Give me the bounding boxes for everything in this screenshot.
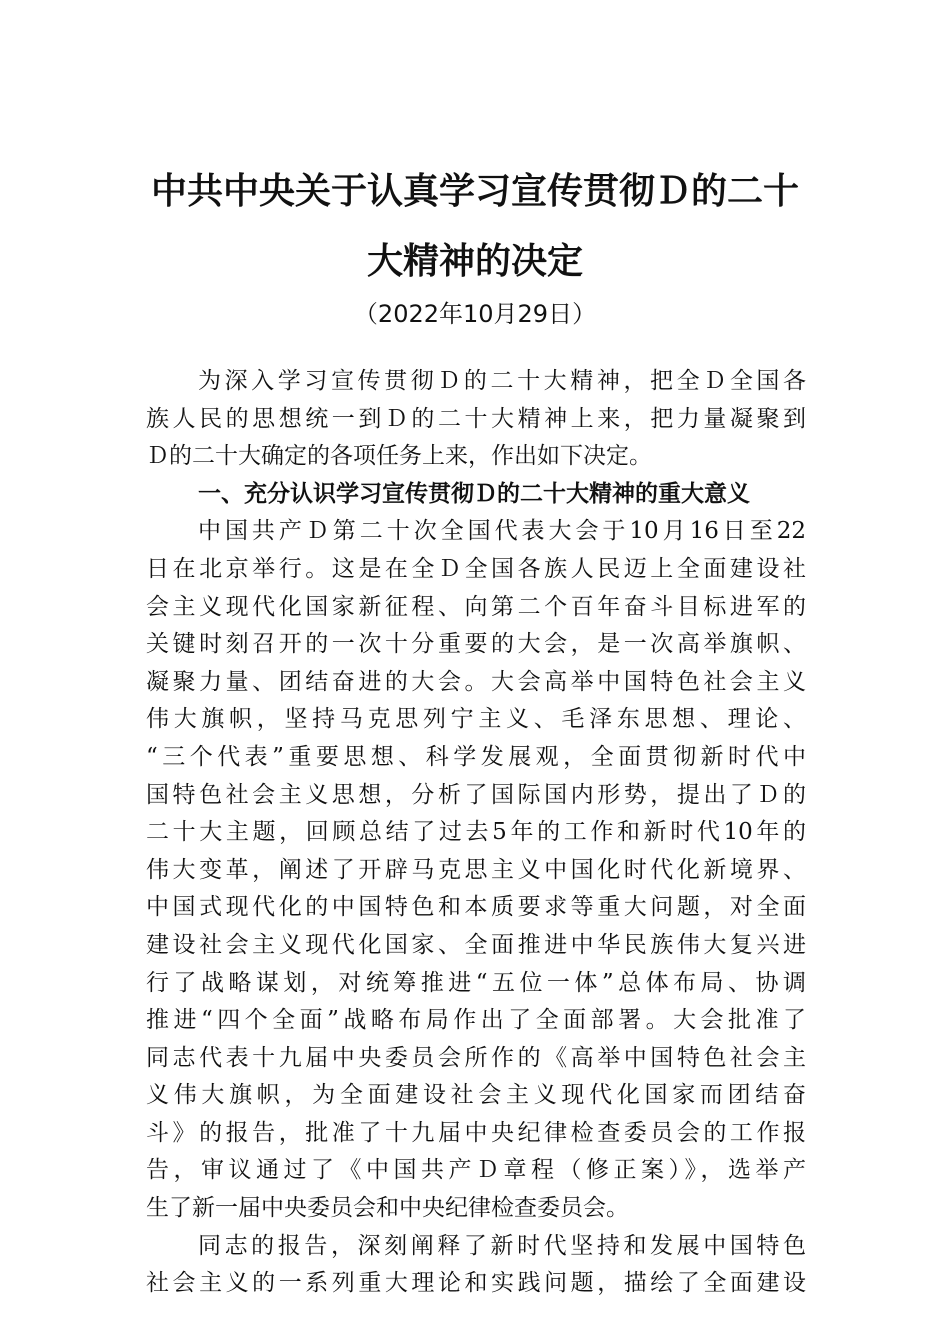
body-text-line: 建设社会主义现代化国家、全面推进中华民族伟大复兴进	[146, 931, 806, 958]
body-text-line: 伟大旗帜，坚持马克思列宁主义、毛泽东思想、理论、	[146, 706, 806, 733]
document-title-line-1: 中共中央关于认真学习宣传贯彻Ｄ的二十	[150, 170, 799, 212]
document-title-line-2: 大精神的决定	[366, 240, 583, 282]
body-text-line: 日在北京举行。这是在全Ｄ全国各族人民迈上全面建设社	[146, 555, 806, 582]
body-text-line: “三个代表”重要思想、科学发展观，全面贯彻新时代中	[146, 743, 806, 770]
body-text-line: 凝聚力量、团结奋进的大会。大会高举中国特色社会主义	[146, 668, 806, 695]
body-text-line: 行了战略谋划，对统筹推进“五位一体”总体布局、协调	[146, 969, 806, 996]
body-text-line: 同志的报告，深刻阐释了新时代坚持和发展中国特色	[198, 1232, 806, 1259]
body-text-line: 伟大变革，阐述了开辟马克思主义中国化时代化新境界、	[146, 856, 806, 883]
body-text-line: 社会主义的一系列重大理论和实践问题，描绘了全面建设	[146, 1270, 806, 1297]
body-text-line: 中国共产Ｄ第二十次全国代表大会于10月16日至22	[198, 518, 806, 545]
body-text-line: 二十大主题，回顾总结了过去5年的工作和新时代10年的	[146, 819, 806, 846]
body-text-line: 国特色社会主义思想，分析了国际国内形势，提出了Ｄ的	[146, 781, 806, 808]
body-text-line: 会主义现代化国家新征程、向第二个百年奋斗目标进军的	[146, 593, 806, 620]
body-text-line: 生了新一届中央委员会和中央纪律检查委员会。	[146, 1195, 629, 1222]
body-text-line: 关键时刻召开的一次十分重要的大会，是一次高举旗帜、	[146, 631, 806, 658]
document-date: （2022年10月29日）	[353, 300, 597, 328]
section-heading: 一、充分认识学习宣传贯彻Ｄ的二十大精神的重大意义	[198, 480, 750, 507]
document-body	[146, 363, 806, 1303]
body-text-line: 族人民的思想统一到Ｄ的二十大精神上来，把力量凝聚到	[146, 405, 806, 432]
body-text-line: 义伟大旗帜，为全面建设社会主义现代化国家而团结奋	[146, 1082, 806, 1109]
body-text-line: 斗》的报告，批准了十九届中央纪律检查委员会的工作报	[146, 1119, 806, 1146]
body-text-line: 中国式现代化的中国特色和本质要求等重大问题，对全面	[146, 894, 806, 921]
body-text-line: 告，审议通过了《中国共产Ｄ章程（修正案）》，选举产	[146, 1157, 806, 1184]
body-text-line: 同志代表十九届中央委员会所作的《高举中国特色社会主	[146, 1044, 806, 1071]
body-text-line: 推进“四个全面”战略布局作出了全面部署。大会批准了	[146, 1007, 806, 1034]
body-text-line: Ｄ的二十大确定的各项任务上来，作出如下决定。	[146, 443, 652, 470]
body-text-line: 为深入学习宣传贯彻Ｄ的二十大精神，把全Ｄ全国各	[198, 368, 806, 394]
